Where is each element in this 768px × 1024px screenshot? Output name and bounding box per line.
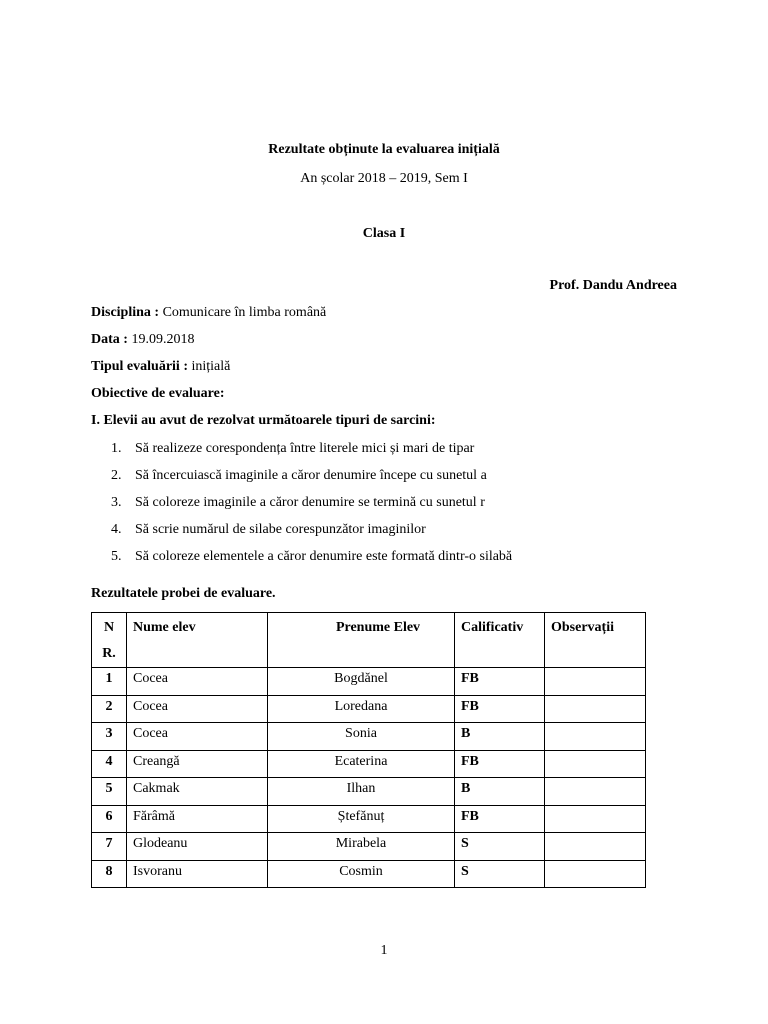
cell-nr: 4 <box>92 750 127 778</box>
table-row <box>92 695 646 723</box>
field-tip <box>91 359 230 375</box>
task-text: Să realizeze corespondența între literele mici și mari de tipar <box>135 441 475 456</box>
header-prenume: Prenume Elev <box>268 613 455 668</box>
cell-prenume: Mirabela <box>268 833 455 861</box>
cell-observatii <box>545 860 646 888</box>
cell-prenume: Bogdănel <box>268 668 455 696</box>
task-text: Să scrie numărul de silabe corespunzător imaginilor <box>135 522 426 537</box>
cell-nume: Creangă <box>127 750 268 778</box>
field-disciplina-value: Comunicare în limba română <box>162 305 327 320</box>
table-row <box>92 860 646 888</box>
cell-nume: Cocea <box>127 695 268 723</box>
task-item <box>111 492 512 519</box>
cell-nume: Glodeanu <box>127 833 268 861</box>
cell-observatii <box>545 723 646 751</box>
task-item <box>111 465 512 492</box>
cell-prenume: Cosmin <box>268 860 455 888</box>
table-header-row <box>92 613 646 668</box>
cell-nume: Cocea <box>127 723 268 751</box>
table-row <box>92 668 646 696</box>
cell-prenume: Ecaterina <box>268 750 455 778</box>
cell-calificativ: B <box>455 723 545 751</box>
task-text: Să încercuiască imaginile a căror denumire începe cu sunetul a <box>135 468 487 483</box>
cell-observatii <box>545 695 646 723</box>
cell-calificativ: FB <box>455 805 545 833</box>
task-number: 5. <box>111 549 122 564</box>
cell-calificativ: FB <box>455 750 545 778</box>
cell-observatii <box>545 778 646 806</box>
cell-nume: Isvoranu <box>127 860 268 888</box>
cell-calificativ: FB <box>455 668 545 696</box>
cell-observatii <box>545 833 646 861</box>
field-disciplina-label: Disciplina : <box>91 305 160 320</box>
header-observatii: Observații <box>545 613 646 668</box>
cell-observatii <box>545 750 646 778</box>
cell-nr: 1 <box>92 668 127 696</box>
table-row <box>92 805 646 833</box>
cell-prenume: Loredana <box>268 695 455 723</box>
task-number: 3. <box>111 495 122 510</box>
field-tip-label: Tipul evaluării : <box>91 359 188 374</box>
page-number: 1 <box>380 943 388 958</box>
teacher-name: Prof. Dandu Andreea <box>549 278 677 293</box>
cell-calificativ: S <box>455 860 545 888</box>
header-nume: Nume elev <box>127 613 268 668</box>
field-data-value: 19.09.2018 <box>131 332 195 347</box>
task-item <box>111 438 512 465</box>
cell-calificativ: S <box>455 833 545 861</box>
cell-calificativ: FB <box>455 695 545 723</box>
results-heading: Rezultatele probei de evaluare. <box>91 586 276 601</box>
task-number: 1. <box>111 441 122 456</box>
table-row <box>92 723 646 751</box>
field-disciplina <box>91 305 326 321</box>
cell-nr: 7 <box>92 833 127 861</box>
tasks-heading: I. Elevii au avut de rezolvat următoarele tipuri de sarcini: <box>91 413 436 428</box>
field-data-label: Data : <box>91 332 128 347</box>
results-table <box>91 612 646 888</box>
cell-prenume: Ilhan <box>268 778 455 806</box>
task-item <box>111 546 512 573</box>
task-text: Să coloreze elementele a căror denumire este formată dintr-o silabă <box>135 549 513 564</box>
table-row <box>92 778 646 806</box>
cell-prenume: Sonia <box>268 723 455 751</box>
objectives-heading: Obiective de evaluare: <box>91 386 225 401</box>
class-name: Clasa I <box>362 226 406 241</box>
field-data <box>91 332 194 348</box>
cell-nr: 6 <box>92 805 127 833</box>
cell-observatii <box>545 668 646 696</box>
table-row <box>92 750 646 778</box>
task-text: Să coloreze imaginile a căror denumire se termină cu sunetul r <box>135 495 485 510</box>
task-item <box>111 519 512 546</box>
cell-calificativ: B <box>455 778 545 806</box>
cell-nr: 2 <box>92 695 127 723</box>
task-number: 4. <box>111 522 122 537</box>
cell-nr: 8 <box>92 860 127 888</box>
header-calificativ: Calificativ <box>455 613 545 668</box>
field-tip-value: inițială <box>191 359 231 374</box>
header-nr: N R. <box>92 613 127 668</box>
cell-prenume: Ștefănuț <box>268 805 455 833</box>
cell-nume: Cakmak <box>127 778 268 806</box>
cell-observatii <box>545 805 646 833</box>
table-row <box>92 833 646 861</box>
task-number: 2. <box>111 468 122 483</box>
cell-nr: 5 <box>92 778 127 806</box>
document-subtitle: An școlar 2018 – 2019, Sem I <box>300 171 468 186</box>
document-title: Rezultate obținute la evaluarea inițială <box>268 142 500 157</box>
cell-nr: 3 <box>92 723 127 751</box>
cell-nume: Cocea <box>127 668 268 696</box>
task-list <box>111 438 512 573</box>
cell-nume: Fărâmă <box>127 805 268 833</box>
